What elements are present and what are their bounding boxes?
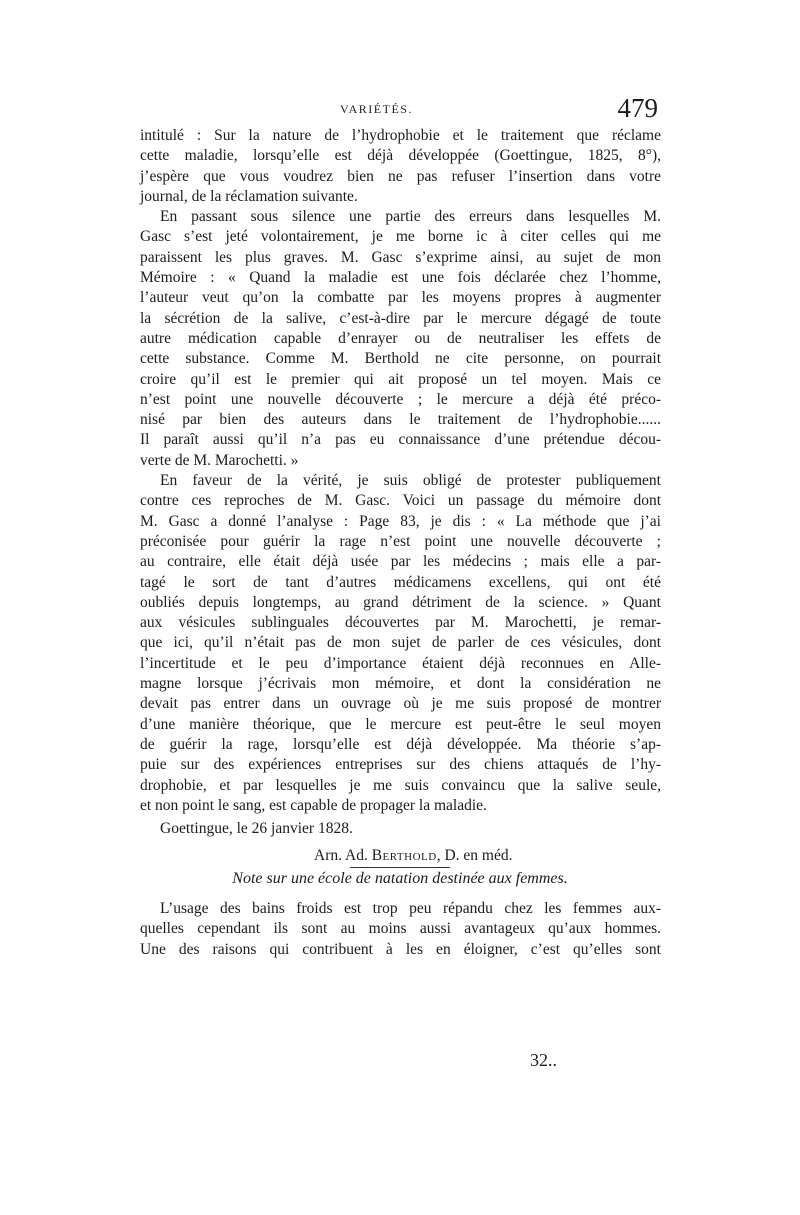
text-line: oubliés depuis longtemps, au grand détriment de la science. » Quant	[140, 593, 661, 611]
text-line: nisé par bien des auteurs dans le traitement de l’hydrophobie......	[140, 411, 661, 429]
section-divider	[350, 867, 450, 868]
text-line: au contraire, elle était déjà usée par les médecins ; mais elle a par-	[140, 553, 661, 571]
text-line: En passant sous silence une partie des erreurs dans lesquelles M.	[160, 208, 661, 226]
text-line: cette maladie, lorsqu’elle est déjà développée (Goettingue, 1825, 8°),	[140, 147, 661, 165]
text-line: préconisée pour guérir la rage n’est point une nouvelle découverte ;	[140, 532, 661, 550]
printer-signature-mark: 32..	[530, 1050, 557, 1070]
text-line: n’est point une nouvelle découverte ; le mercure a déjà été préco-	[140, 390, 661, 408]
text-line: tagé le sort de tant d’autres médicamens excellens, qui ont été	[140, 573, 661, 591]
text-line: Une des raisons qui contribuent à les en éloigner, c’est qu’elles sont	[140, 940, 661, 958]
text-line: verte de M. Marochetti. »	[140, 451, 299, 469]
text-line: cette substance. Comme M. Berthold ne cite personne, on pourrait	[140, 350, 661, 368]
signature-suffix: , D. en méd.	[436, 847, 513, 864]
text-line: paraissent les plus graves. M. Gasc s’exprime ainsi, au sujet de mon	[140, 248, 661, 266]
page-number: 479	[617, 93, 658, 123]
paragraph-3	[140, 471, 661, 816]
text-line: croire qu’il est le premier qui ait proposé un tel moyen. Mais ce	[140, 370, 661, 388]
text-line: quelles cependant ils sont au moins aussi avantageux qu’aux hommes.	[140, 920, 661, 938]
note-title: Note sur une école de natation destinée aux femmes.	[232, 870, 568, 887]
text-line: Gasc s’est jeté volontairement, je me borne ic à citer celles qui me	[140, 228, 661, 246]
main-text	[140, 126, 661, 816]
text-line: intitulé : Sur la nature de l’hydrophobie et le traitement que réclame	[140, 127, 661, 144]
text-line: contre ces reproches de M. Gasc. Voici un passage du mémoire dont	[140, 492, 661, 510]
running-head: VARIÉTÉS.	[340, 102, 413, 116]
signature-name: Berthold	[371, 847, 437, 864]
text-line: L’usage des bains froids est trop peu répandu chez les femmes aux-	[160, 900, 661, 917]
text-line: j’espère que vous voudrez bien ne pas refuser l’insertion dans votre	[140, 167, 661, 185]
text-line: la sécrétion de la salive, c’est-à-dire par le mercure dégagé de toute	[140, 309, 661, 327]
text-line: journal, de la réclamation suivante.	[140, 187, 358, 205]
text-line: drophobie, et par lesquelles je me suis convaincu que la salive seule,	[140, 776, 661, 794]
text-line: d’une manière théorique, que le mercure est peut-être le seul moyen	[140, 715, 661, 733]
text-line: devait pas entrer dans un ouvrage où je me suis proposé de montrer	[140, 695, 661, 713]
text-line: l’auteur veut qu’on la combatte par les moyens propres à augmenter	[140, 289, 661, 307]
text-line: magne lorsque j’écrivais mon mémoire, et dont la considération ne	[140, 675, 661, 693]
place-date: Goettingue, le 26 janvier 1828.	[160, 820, 353, 837]
text-line: de guérir la rage, lorsqu’elle est déjà développée. Ma théorie s’ap-	[140, 735, 661, 753]
text-line: En faveur de la vérité, je suis obligé de protester publiquement	[160, 472, 661, 490]
text-line: l’incertitude et le peu d’importance étaient déjà reconnues en Alle-	[140, 654, 661, 672]
paragraph-1	[140, 126, 661, 207]
text-line: puie sur des expériences entreprises sur des chiens attaqués de l’hy-	[140, 756, 661, 774]
text-line: aux vésicules sublinguales découvertes par M. Marochetti, je remar-	[140, 614, 661, 632]
text-line: autre médication capable d’enrayer ou de neutraliser les effets de	[140, 329, 661, 347]
text-line: M. Gasc a donné l’analyse : Page 83, je dis : « La méthode que j’ai	[140, 512, 661, 530]
note-text	[140, 899, 661, 960]
signature	[314, 847, 512, 865]
paragraph-2	[140, 207, 661, 471]
page-header	[140, 93, 660, 123]
signature-prefix: Arn. Ad.	[314, 847, 372, 864]
text-line: que ici, qu’il n’était pas de mon sujet de parler de ces vésicules, dont	[140, 634, 661, 652]
text-line: Mémoire : « Quand la maladie est une fois déclarée chez l’homme,	[140, 269, 661, 287]
text-line: et non point le sang, est capable de propager la maladie.	[140, 796, 487, 814]
text-line: Il paraît aussi qu’il n’a pas eu connaissance d’une prétendue décou-	[140, 431, 661, 449]
